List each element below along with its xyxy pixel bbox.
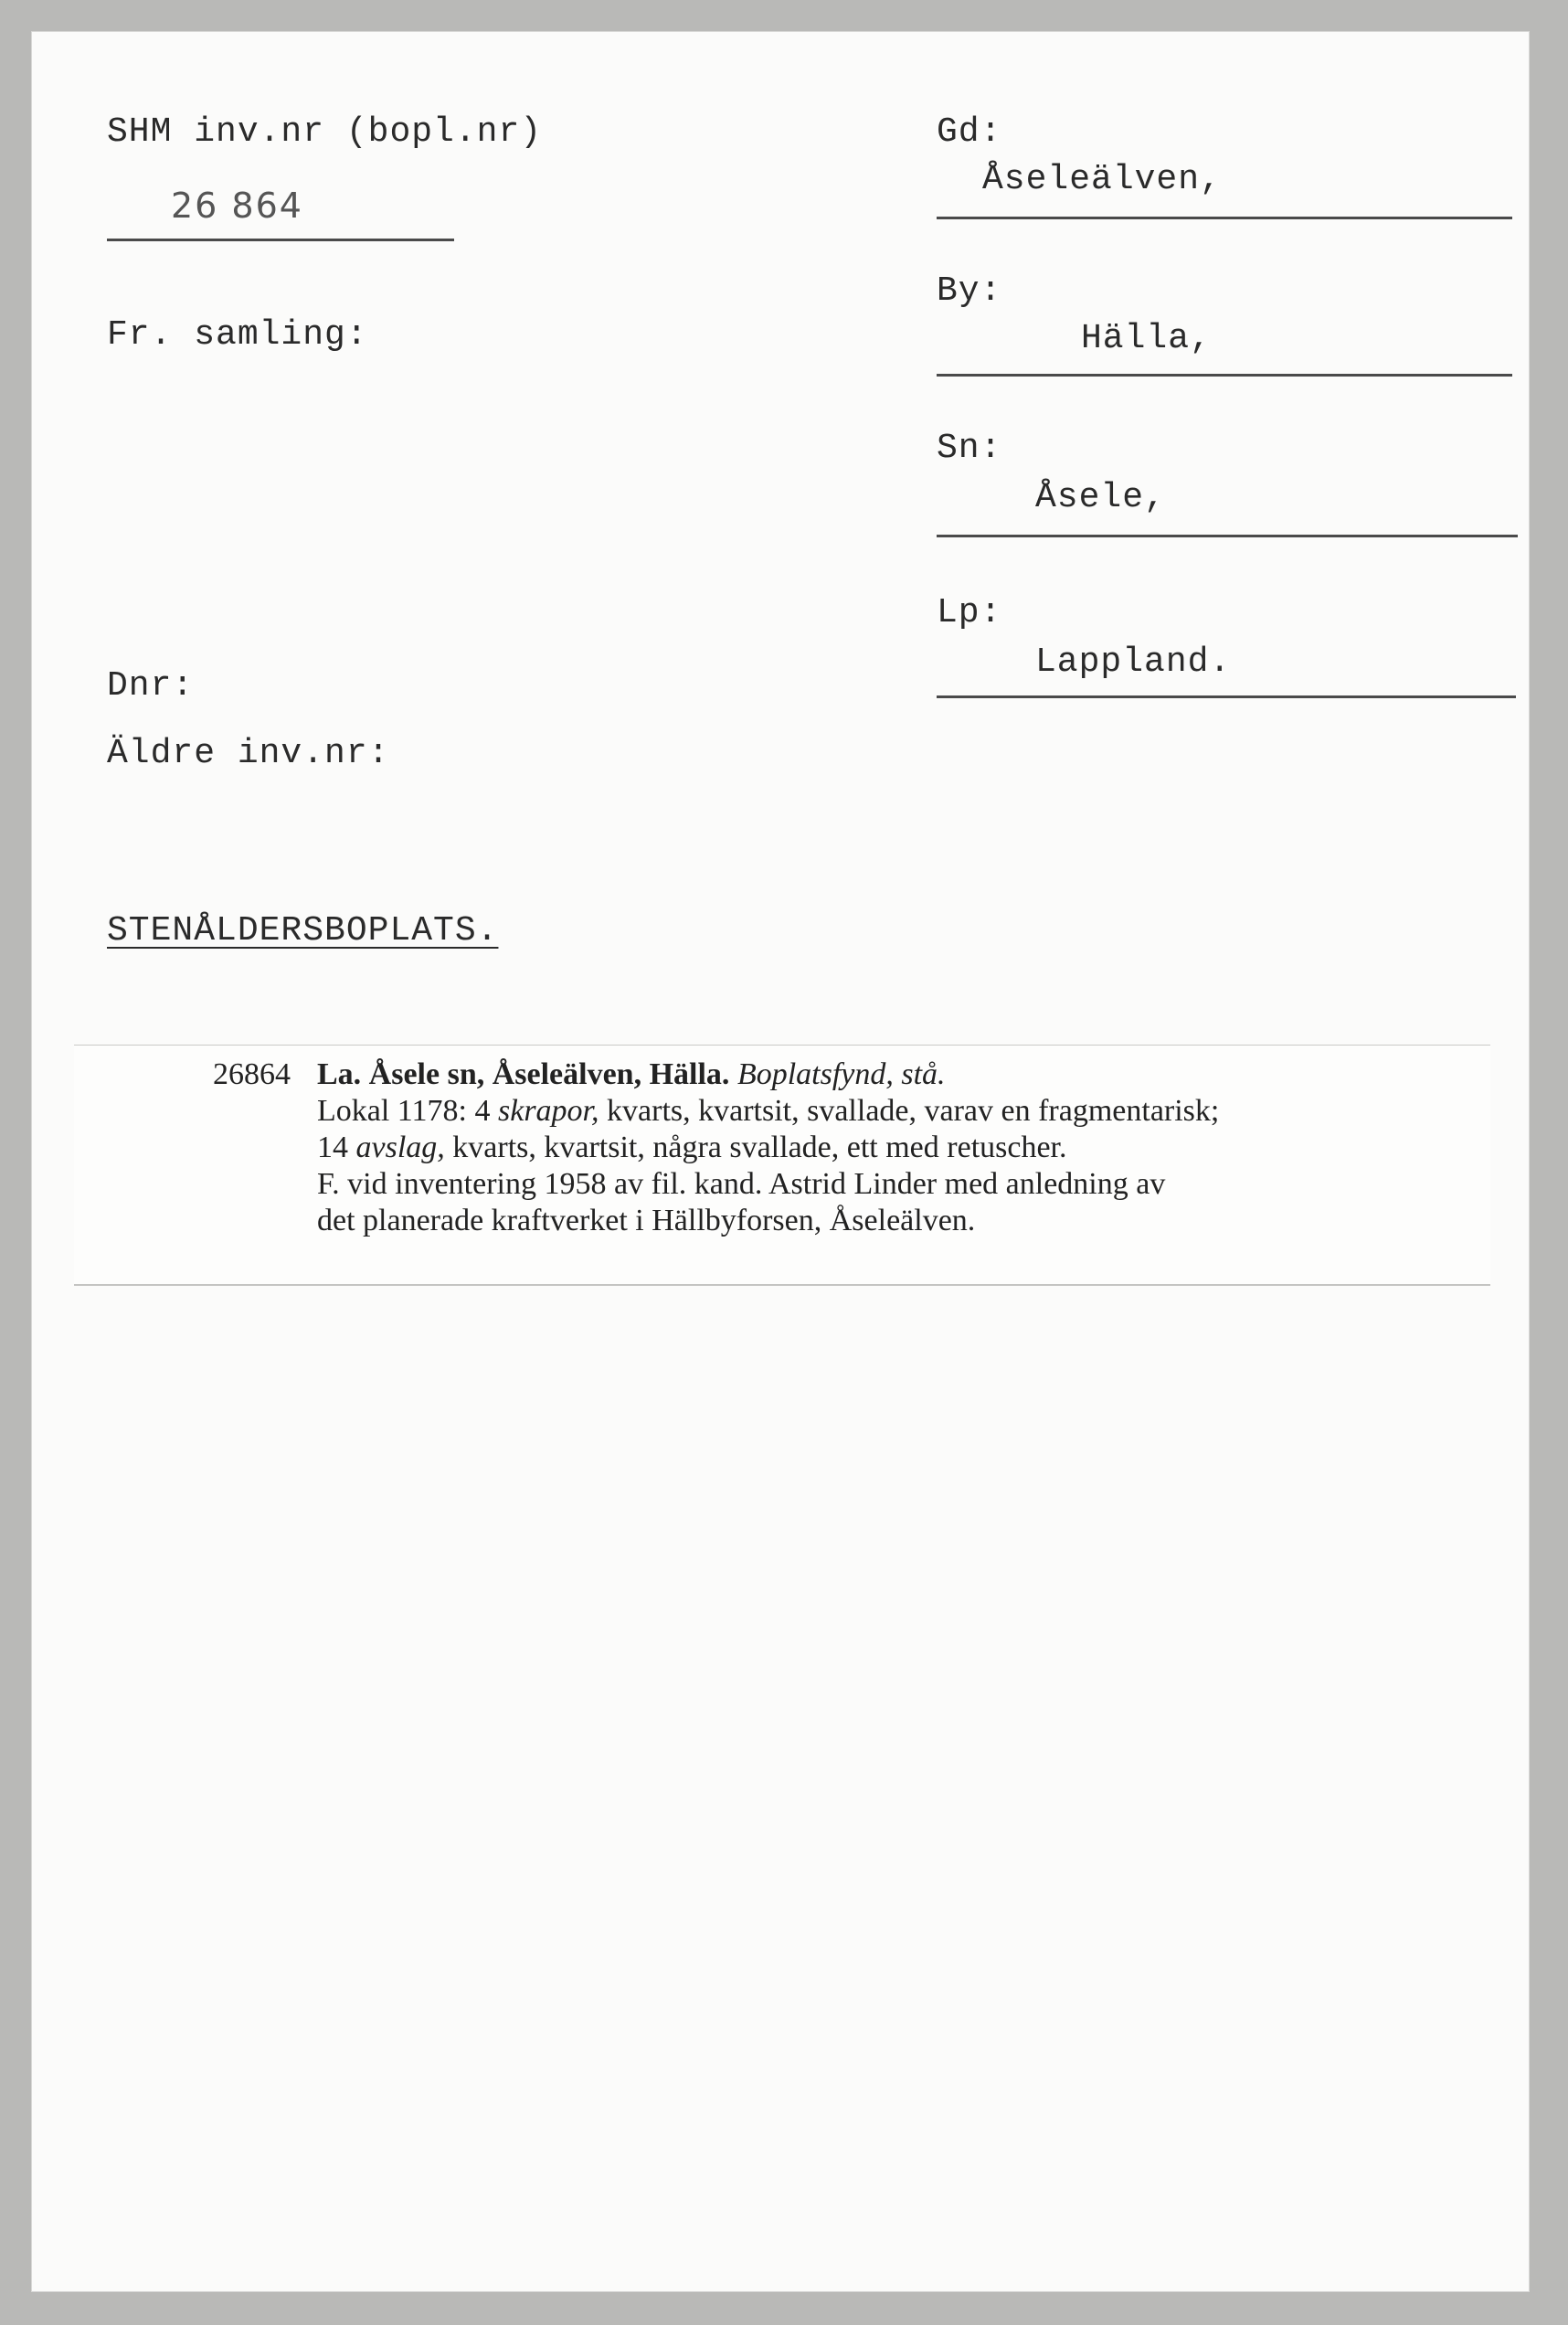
clipping-find-type: Boplatsfynd, stå. [736,1057,946,1091]
gd-value: Åseleälven, [982,160,1222,199]
clipping-line-2-b: kvarts, kvartsit, svallade, varav en fragmentarisk; [607,1094,1220,1128]
lp-label: Lp: [937,593,1002,632]
clipping-line-5: det planerade kraftverket i Hällbyforsen, Åseleälven. [317,1204,976,1237]
sn-value: Åsele, [1035,478,1166,517]
by-label: By: [937,271,1002,311]
clipping-line-1 [317,1056,1219,1093]
clipping-line-2 [317,1093,1219,1130]
fr-samling-label: Fr. samling: [107,315,368,355]
clipping-text [317,1056,1219,1239]
gd-rule [937,217,1512,219]
clipping-line-3-a: 14 [317,1131,348,1164]
aldre-inv-label: Äldre inv.nr: [107,734,390,773]
clipping-number: 26864 [213,1057,291,1091]
clipping-line-3 [317,1130,1219,1166]
clipping-line-3-b: kvarts, kvartsit, några svallade, ett med retuscher. [452,1131,1067,1164]
clipping-line-4: F. vid inventering 1958 av fil. kand. Astrid Linder med anledning av [317,1167,1166,1201]
clipping-locality: La. Åsele sn, Åseleälven, Hälla. [317,1057,730,1091]
clipping-line-2-a: Lokal 1178: 4 [317,1094,491,1128]
category-heading: STENÅLDERSBOPLATS. [107,911,499,950]
sn-rule [937,535,1518,537]
by-rule [937,374,1512,377]
dnr-label: Dnr: [107,666,195,706]
lp-rule [937,695,1516,698]
sn-label: Sn: [937,429,1002,468]
lp-value: Lappland. [1035,642,1232,682]
inv-number-label: SHM inv.nr (bopl.nr) [107,112,543,152]
by-value: Hälla, [1081,319,1212,358]
clipping-line-2-italic: skrapor, [498,1094,599,1128]
gd-label: Gd: [937,112,1002,152]
catalog-card [31,31,1530,2292]
inv-number-rule [107,239,454,241]
clipping-line-3-italic: avslag, [355,1131,445,1164]
printed-clipping [74,1045,1490,1286]
inv-number-value: 26 864 [171,186,303,226]
